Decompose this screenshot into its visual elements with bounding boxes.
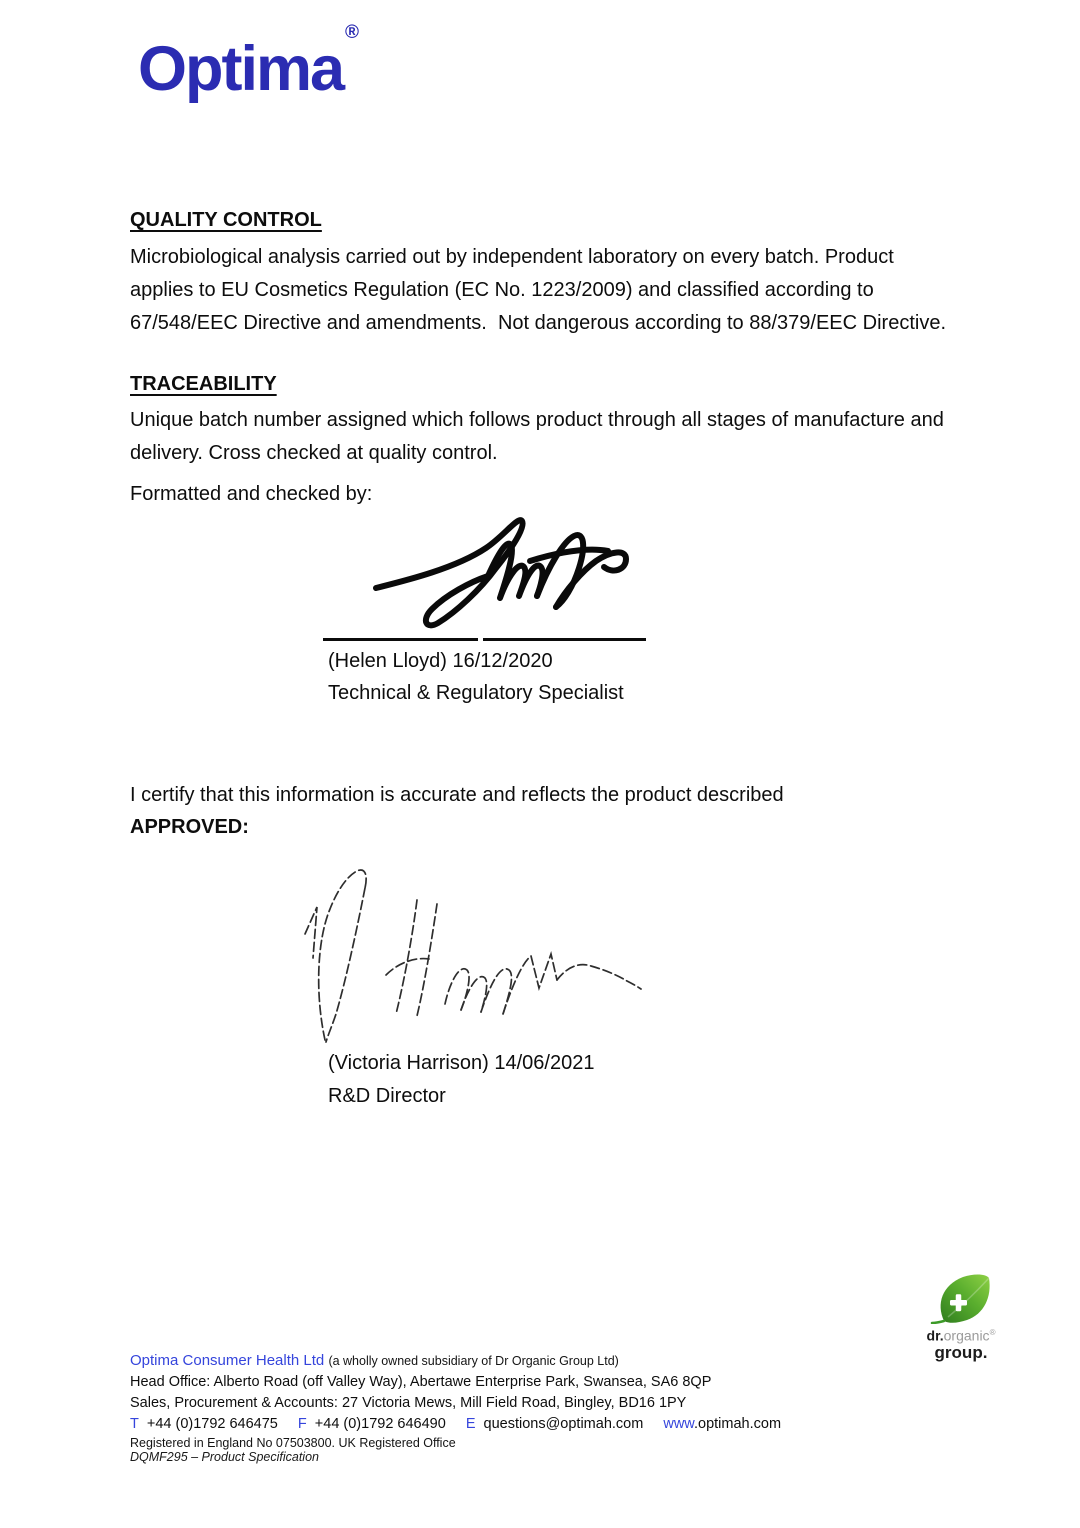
registered-trademark-icon: ® (345, 22, 360, 43)
web-address: .optimah.com (693, 1416, 782, 1432)
dr-organic-wordmark: dr.organic® (926, 1327, 996, 1344)
footer-company-name: Optima Consumer Health Ltd (130, 1352, 325, 1369)
formatted-by-signatory: (Helen Lloyd) 16/12/2020 (328, 650, 553, 672)
document-reference: DQMF295 – Product Specification (130, 1450, 319, 1464)
approval-title: R&D Director (328, 1085, 446, 1107)
formatted-by-label: Formatted and checked by: (130, 483, 373, 505)
approved-label: APPROVED: (130, 816, 249, 838)
traceability-paragraph: Unique batch number assigned which follows product through all stages of manufacture and delivery. Cross checked at quality control. (130, 409, 950, 464)
signature-line-right (483, 638, 646, 641)
helen-lloyd-signature (368, 510, 663, 642)
fax-label: F (297, 1416, 307, 1432)
leaf-cross-icon (930, 1272, 992, 1324)
web-label: www (663, 1416, 694, 1432)
quality-control-heading: QUALITY CONTROL (130, 209, 322, 231)
approval-signatory: (Victoria Harrison) 14/06/2021 (328, 1052, 595, 1074)
phone-label: T (130, 1416, 139, 1432)
optima-logo (138, 22, 360, 104)
dr-organic-group-logo (905, 1272, 1017, 1362)
victoria-harrison-signature (293, 862, 643, 1048)
registered-trademark-icon: ® (989, 1328, 996, 1337)
quality-control-paragraph: Microbiological analysis carried out by independent laboratory on every batch. Product applies to EU Cosmetics Regulation (EC No. 1223/2009) and classified according to 67/548/EEC Directive and amendments. Not dangerous according to 88/379/EEC Directive. (130, 246, 946, 334)
footer-sales-line: Sales, Procurement & Accounts: 27 Victoria Mews, Mill Field Road, Bingley, BD16 1PY (130, 1395, 687, 1411)
group-wordmark: group. (934, 1342, 988, 1362)
footer-registered-line: Registered in England No 07503800. UK Registered Office (130, 1436, 456, 1450)
formatted-by-title: Technical & Regulatory Specialist (328, 682, 624, 704)
certify-statement: I certify that this information is accurate and reflects the product described (130, 784, 784, 806)
signature-line-left (323, 638, 478, 641)
optima-logo-text: Optima (138, 34, 344, 104)
footer-head-office: Head Office: Alberto Road (off Valley Way), Abertawe Enterprise Park, Swansea, SA6 8QP (130, 1374, 712, 1390)
footer-subsidiary-note: (a wholly owned subsidiary of Dr Organic Group Ltd) (328, 1354, 619, 1368)
footer-company-line (130, 1352, 619, 1369)
email-address: questions@optimah.com (483, 1416, 644, 1432)
traceability-heading: TRACEABILITY (130, 373, 277, 395)
fax-number: +44 (0)1792 646490 (314, 1416, 446, 1432)
phone-number: +44 (0)1792 646475 (146, 1416, 278, 1432)
footer-contact-line (130, 1416, 781, 1432)
email-label: E (465, 1416, 476, 1432)
